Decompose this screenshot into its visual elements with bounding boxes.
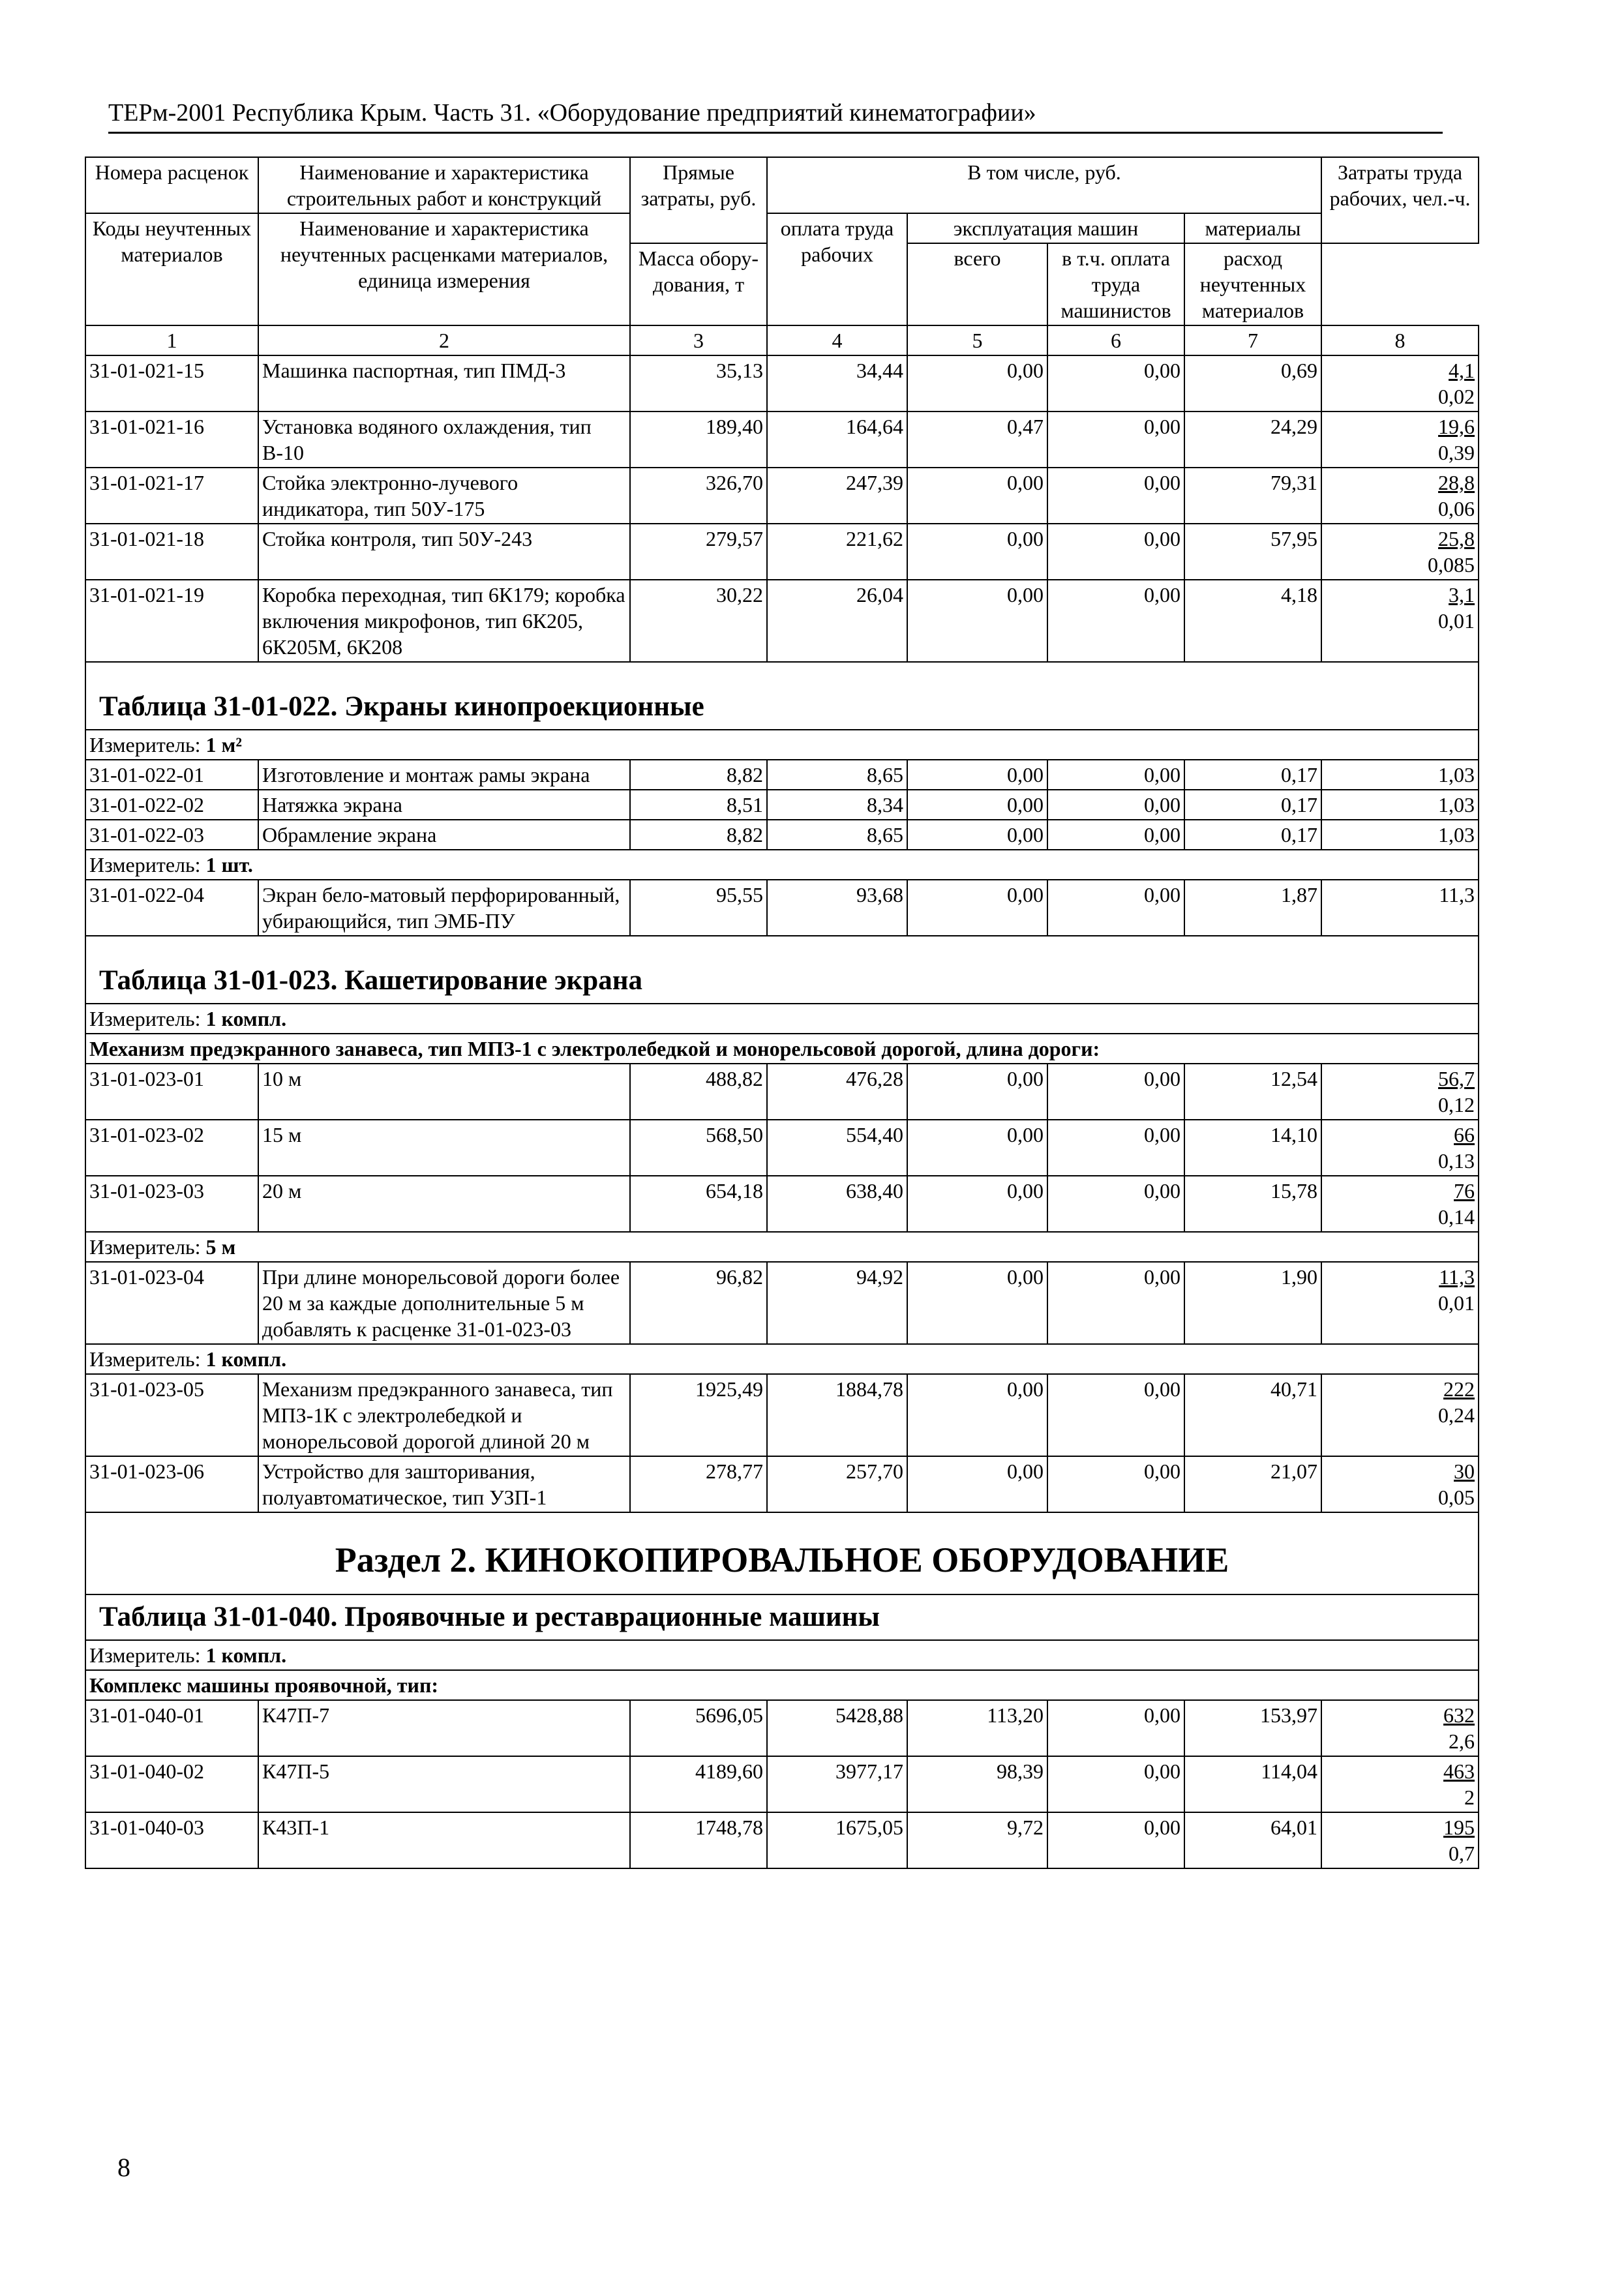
rate-code: 31-01-021-19 (85, 580, 258, 662)
col-mach-total: всего (907, 243, 1047, 325)
machinist-wage: 0,00 (1047, 790, 1184, 820)
table-row (85, 1374, 1479, 1456)
material-cost: 1,87 (1184, 880, 1321, 936)
rate-code: 31-01-021-17 (85, 468, 258, 524)
table-row (85, 880, 1479, 936)
table-row (85, 411, 1479, 468)
rate-name: Натяжка экрана (258, 790, 630, 820)
worker-wage: 257,70 (767, 1456, 907, 1512)
mass-value: 0,14 (1438, 1205, 1475, 1229)
table-title: Таблица 31-01-022. Экраны кинопроекционные (85, 662, 1479, 730)
direct-cost: 35,13 (630, 355, 767, 411)
machine-cost: 0,47 (907, 411, 1047, 468)
material-cost: 79,31 (1184, 468, 1321, 524)
rate-code: 31-01-023-02 (85, 1120, 258, 1176)
rate-code: 31-01-040-01 (85, 1700, 258, 1756)
direct-cost: 1748,78 (630, 1812, 767, 1868)
table-title-row (85, 662, 1479, 730)
machine-cost: 0,00 (907, 468, 1047, 524)
mass-value: 0,13 (1438, 1149, 1475, 1173)
colnum-2: 2 (258, 325, 630, 355)
direct-cost: 95,55 (630, 880, 767, 936)
direct-cost: 279,57 (630, 524, 767, 580)
rate-name: Коробка переходная, тип 6К179; коробка включения микрофонов, тип 6К205, 6К205М, 6К208 (258, 580, 630, 662)
mass-value: 0,39 (1438, 441, 1475, 464)
table-row (85, 1120, 1479, 1176)
labor-value: 463 (1443, 1759, 1475, 1783)
col-mach-wage: в т.ч. оплата труда машинистов (1047, 243, 1184, 325)
rate-name: Стойка электронно-лучевого индикатора, тип 50У-175 (258, 468, 630, 524)
measure-label: Измеритель: 1 компл. (85, 1344, 1479, 1374)
machine-cost: 0,00 (907, 1176, 1047, 1232)
machine-cost: 0,00 (907, 1064, 1047, 1120)
mass-value: 0,01 (1438, 609, 1475, 633)
material-cost: 64,01 (1184, 1812, 1321, 1868)
col-name-bottom: Наименование и характеристика неучтенных расценками материалов, единица измерения (258, 213, 630, 325)
material-cost: 0,17 (1184, 790, 1321, 820)
col-mass: Масса обору-дования, т (630, 243, 767, 325)
machine-cost: 0,00 (907, 820, 1047, 850)
direct-cost: 326,70 (630, 468, 767, 524)
worker-wage: 8,34 (767, 790, 907, 820)
colnum-4: 4 (767, 325, 907, 355)
labor-value: 76 (1454, 1179, 1475, 1203)
colnum-6: 6 (1047, 325, 1184, 355)
table-row (85, 1700, 1479, 1756)
direct-cost: 30,22 (630, 580, 767, 662)
column-numbers-row (85, 325, 1479, 355)
header-row-2 (85, 213, 1479, 243)
measure-label: Измеритель: 1 компл. (85, 1004, 1479, 1034)
table-row (85, 820, 1479, 850)
labor-mass-cell (1321, 1812, 1479, 1868)
col-machines: эксплуатация машин (907, 213, 1184, 243)
mass-value: 2 (1464, 1786, 1475, 1809)
worker-wage: 8,65 (767, 820, 907, 850)
rate-name: Стойка контроля, тип 50У-243 (258, 524, 630, 580)
material-cost: 57,95 (1184, 524, 1321, 580)
measure-label: Измеритель: 1 компл. (85, 1640, 1479, 1670)
direct-cost: 5696,05 (630, 1700, 767, 1756)
col-mat-unaccounted: расход неучтенных материалов (1184, 243, 1321, 325)
worker-wage: 164,64 (767, 411, 907, 468)
rate-name: При длине монорельсовой дороги более 20 м за каждые дополнительные 5 м добавлять к расценке 31-01-023-03 (258, 1262, 630, 1344)
section-title: Раздел 2. КИНОКОПИРОВАЛЬНОЕ ОБОРУДОВАНИЕ (85, 1512, 1479, 1594)
machinist-wage: 0,00 (1047, 1262, 1184, 1344)
labor-mass-cell: 11,3 (1321, 880, 1479, 936)
table-row (85, 468, 1479, 524)
worker-wage: 554,40 (767, 1120, 907, 1176)
machine-cost: 9,72 (907, 1812, 1047, 1868)
rows-023-c (85, 1374, 1479, 1512)
worker-wage: 476,28 (767, 1064, 907, 1120)
worker-wage: 247,39 (767, 468, 907, 524)
worker-wage: 26,04 (767, 580, 907, 662)
worker-wage: 1884,78 (767, 1374, 907, 1456)
labor-value: 222 (1443, 1377, 1475, 1401)
labor-mass-cell (1321, 580, 1479, 662)
labor-mass-cell (1321, 1262, 1479, 1344)
direct-cost: 4189,60 (630, 1756, 767, 1812)
machinist-wage: 0,00 (1047, 411, 1184, 468)
table-row (85, 1176, 1479, 1232)
rate-name: Изготовление и монтаж рамы экрана (258, 760, 630, 790)
mass-value: 0,24 (1438, 1403, 1475, 1427)
labor-value: 66 (1454, 1123, 1475, 1146)
rate-code: 31-01-023-06 (85, 1456, 258, 1512)
machine-cost: 113,20 (907, 1700, 1047, 1756)
labor-value: 30 (1454, 1459, 1475, 1483)
rate-name: К47П-5 (258, 1756, 630, 1812)
group-row (85, 1670, 1479, 1700)
group-row (85, 1034, 1479, 1064)
machinist-wage: 0,00 (1047, 355, 1184, 411)
worker-wage: 94,92 (767, 1262, 907, 1344)
rate-code: 31-01-021-15 (85, 355, 258, 411)
direct-cost: 278,77 (630, 1456, 767, 1512)
table-row (85, 1756, 1479, 1812)
mass-value: 0,01 (1438, 1291, 1475, 1315)
rate-code: 31-01-021-16 (85, 411, 258, 468)
rate-code: 31-01-023-01 (85, 1064, 258, 1120)
direct-cost: 488,82 (630, 1064, 767, 1120)
machinist-wage: 0,00 (1047, 760, 1184, 790)
labor-mass-cell (1321, 1064, 1479, 1120)
rate-code: 31-01-022-03 (85, 820, 258, 850)
labor-value: 195 (1443, 1816, 1475, 1839)
rate-name: Устройство для зашторивания, полуавтоматическое, тип УЗП-1 (258, 1456, 630, 1512)
rate-name: Экран бело-матовый перфорированный, убирающийся, тип ЭМБ-ПУ (258, 880, 630, 936)
rate-code: 31-01-023-03 (85, 1176, 258, 1232)
labor-mass-cell (1321, 1756, 1479, 1812)
measure-row (85, 1004, 1479, 1034)
machine-cost: 0,00 (907, 760, 1047, 790)
machinist-wage: 0,00 (1047, 1700, 1184, 1756)
table-row (85, 1456, 1479, 1512)
worker-wage: 93,68 (767, 880, 907, 936)
labor-value: 11,3 (1439, 1265, 1475, 1289)
labor-mass-cell (1321, 1374, 1479, 1456)
col-direct: Прямые затраты, руб. (630, 157, 767, 243)
labor-mass-cell (1321, 411, 1479, 468)
labor-mass-cell (1321, 468, 1479, 524)
machinist-wage: 0,00 (1047, 1456, 1184, 1512)
rate-code: 31-01-023-05 (85, 1374, 258, 1456)
machine-cost: 0,00 (907, 1120, 1047, 1176)
material-cost: 153,97 (1184, 1700, 1321, 1756)
worker-wage: 1675,05 (767, 1812, 907, 1868)
measure-row (85, 1232, 1479, 1262)
group-label: Механизм предэкранного занавеса, тип МПЗ-1 с электролебедкой и монорельсовой дорогой, длина дороги: (85, 1034, 1479, 1064)
rows-022-b (85, 880, 1479, 936)
labor-mass-cell (1321, 355, 1479, 411)
machinist-wage: 0,00 (1047, 1120, 1184, 1176)
machinist-wage: 0,00 (1047, 524, 1184, 580)
direct-cost: 654,18 (630, 1176, 767, 1232)
labor-value: 3,1 (1449, 583, 1475, 606)
machine-cost: 0,00 (907, 790, 1047, 820)
worker-wage: 638,40 (767, 1176, 907, 1232)
measure-label: Измеритель: 1 шт. (85, 850, 1479, 880)
rate-name: 20 м (258, 1176, 630, 1232)
material-cost: 14,10 (1184, 1120, 1321, 1176)
material-cost: 15,78 (1184, 1176, 1321, 1232)
labor-mass-cell (1321, 1120, 1479, 1176)
table-row (85, 580, 1479, 662)
direct-cost: 8,82 (630, 760, 767, 790)
labor-value: 25,8 (1438, 527, 1475, 550)
col-incl: В том числе, руб. (767, 157, 1321, 213)
rows-023-b (85, 1262, 1479, 1344)
labor-mass-cell (1321, 1700, 1479, 1756)
rate-name: Обрамление экрана (258, 820, 630, 850)
colnum-5: 5 (907, 325, 1047, 355)
mass-value: 0,06 (1438, 497, 1475, 520)
rate-name: 15 м (258, 1120, 630, 1176)
machine-cost: 0,00 (907, 355, 1047, 411)
col-materials: материалы (1184, 213, 1321, 243)
rate-name: Машинка паспортная, тип ПМД-3 (258, 355, 630, 411)
machine-cost: 0,00 (907, 1456, 1047, 1512)
machinist-wage: 0,00 (1047, 468, 1184, 524)
worker-wage: 3977,17 (767, 1756, 907, 1812)
col-code-top: Номера расценок (85, 157, 258, 213)
header-row-1 (85, 157, 1479, 213)
rate-code: 31-01-022-02 (85, 790, 258, 820)
rate-name: 10 м (258, 1064, 630, 1120)
colnum-3: 3 (630, 325, 767, 355)
machinist-wage: 0,00 (1047, 1064, 1184, 1120)
labor-value: 56,7 (1438, 1067, 1475, 1090)
worker-wage: 34,44 (767, 355, 907, 411)
machinist-wage: 0,00 (1047, 880, 1184, 936)
rate-code: 31-01-021-18 (85, 524, 258, 580)
table-row (85, 1262, 1479, 1344)
direct-cost: 189,40 (630, 411, 767, 468)
page-header: ТЕРм-2001 Республика Крым. Часть 31. «Оборудование предприятий кинематографии» (108, 98, 1443, 134)
material-cost: 0,69 (1184, 355, 1321, 411)
direct-cost: 1925,49 (630, 1374, 767, 1456)
col-labor: Затраты труда рабочих, чел.-ч. (1321, 157, 1479, 243)
machine-cost: 0,00 (907, 524, 1047, 580)
rows-023 (85, 1064, 1479, 1232)
table-title: Таблица 31-01-040. Проявочные и реставрационные машины (85, 1594, 1479, 1640)
colnum-8: 8 (1321, 325, 1479, 355)
col-wage: оплата труда рабочих (767, 213, 907, 325)
labor-mass-cell (1321, 1456, 1479, 1512)
rate-name: К43П-1 (258, 1812, 630, 1868)
rate-code: 31-01-023-04 (85, 1262, 258, 1344)
mass-value: 0,05 (1438, 1486, 1475, 1509)
table-row (85, 1064, 1479, 1120)
worker-wage: 5428,88 (767, 1700, 907, 1756)
measure-label: Измеритель: 5 м (85, 1232, 1479, 1262)
group-label: Комплекс машины проявочной, тип: (85, 1670, 1479, 1700)
table-title-row (85, 936, 1479, 1004)
labor-value: 632 (1443, 1703, 1475, 1727)
labor-mass-cell (1321, 1176, 1479, 1232)
rate-code: 31-01-040-03 (85, 1812, 258, 1868)
rate-code: 31-01-040-02 (85, 1756, 258, 1812)
material-cost: 12,54 (1184, 1064, 1321, 1120)
rates-table (85, 157, 1479, 1869)
material-cost: 0,17 (1184, 760, 1321, 790)
measure-row (85, 730, 1479, 760)
rows-021 (85, 355, 1479, 662)
material-cost: 114,04 (1184, 1756, 1321, 1812)
material-cost: 40,71 (1184, 1374, 1321, 1456)
labor-value: 28,8 (1438, 471, 1475, 494)
machinist-wage: 0,00 (1047, 1812, 1184, 1868)
machinist-wage: 0,00 (1047, 1374, 1184, 1456)
machinist-wage: 0,00 (1047, 580, 1184, 662)
rate-code: 31-01-022-04 (85, 880, 258, 936)
worker-wage: 221,62 (767, 524, 907, 580)
mass-value: 0,02 (1438, 385, 1475, 408)
colnum-7: 7 (1184, 325, 1321, 355)
material-cost: 21,07 (1184, 1456, 1321, 1512)
rate-name: Установка водяного охлаждения, тип В-10 (258, 411, 630, 468)
mass-value: 0,12 (1438, 1093, 1475, 1116)
mass-value: 0,085 (1428, 553, 1475, 576)
measure-row (85, 1344, 1479, 1374)
table-title-row (85, 1594, 1479, 1640)
section-title-row (85, 1512, 1479, 1594)
measure-label: Измеритель: 1 м² (85, 730, 1479, 760)
machine-cost: 0,00 (907, 1374, 1047, 1456)
worker-wage: 8,65 (767, 760, 907, 790)
direct-cost: 96,82 (630, 1262, 767, 1344)
rate-code: 31-01-022-01 (85, 760, 258, 790)
rate-name: К47П-7 (258, 1700, 630, 1756)
material-cost: 24,29 (1184, 411, 1321, 468)
page-number: 8 (117, 2153, 130, 2182)
labor-mass-cell: 1,03 (1321, 820, 1479, 850)
table-title: Таблица 31-01-023. Кашетирование экрана (85, 936, 1479, 1004)
rows-040 (85, 1700, 1479, 1868)
machinist-wage: 0,00 (1047, 820, 1184, 850)
labor-value: 19,6 (1438, 415, 1475, 438)
mass-value: 0,7 (1449, 1842, 1475, 1865)
machinist-wage: 0,00 (1047, 1176, 1184, 1232)
measure-row (85, 1640, 1479, 1670)
direct-cost: 8,51 (630, 790, 767, 820)
machine-cost: 0,00 (907, 580, 1047, 662)
material-cost: 4,18 (1184, 580, 1321, 662)
material-cost: 1,90 (1184, 1262, 1321, 1344)
machinist-wage: 0,00 (1047, 1756, 1184, 1812)
col-name-top: Наименование и характеристика строительных работ и конструкций (258, 157, 630, 213)
labor-mass-cell (1321, 524, 1479, 580)
material-cost: 0,17 (1184, 820, 1321, 850)
labor-value: 4,1 (1449, 359, 1475, 382)
machine-cost: 0,00 (907, 880, 1047, 936)
measure-row (85, 850, 1479, 880)
table-row (85, 1812, 1479, 1868)
col-code-bottom: Коды неучтенных материалов (85, 213, 258, 325)
colnum-1: 1 (85, 325, 258, 355)
labor-mass-cell: 1,03 (1321, 760, 1479, 790)
mass-value: 2,6 (1449, 1729, 1475, 1753)
rows-022 (85, 760, 1479, 850)
table-row (85, 790, 1479, 820)
machine-cost: 0,00 (907, 1262, 1047, 1344)
table-row (85, 524, 1479, 580)
table-row (85, 355, 1479, 411)
rate-name: Механизм предэкранного занавеса, тип МПЗ-1К с электролебедкой и монорельсовой дорогой длиной 20 м (258, 1374, 630, 1456)
rates-sheet (85, 157, 1478, 1869)
labor-mass-cell: 1,03 (1321, 790, 1479, 820)
direct-cost: 8,82 (630, 820, 767, 850)
direct-cost: 568,50 (630, 1120, 767, 1176)
machine-cost: 98,39 (907, 1756, 1047, 1812)
table-row (85, 760, 1479, 790)
